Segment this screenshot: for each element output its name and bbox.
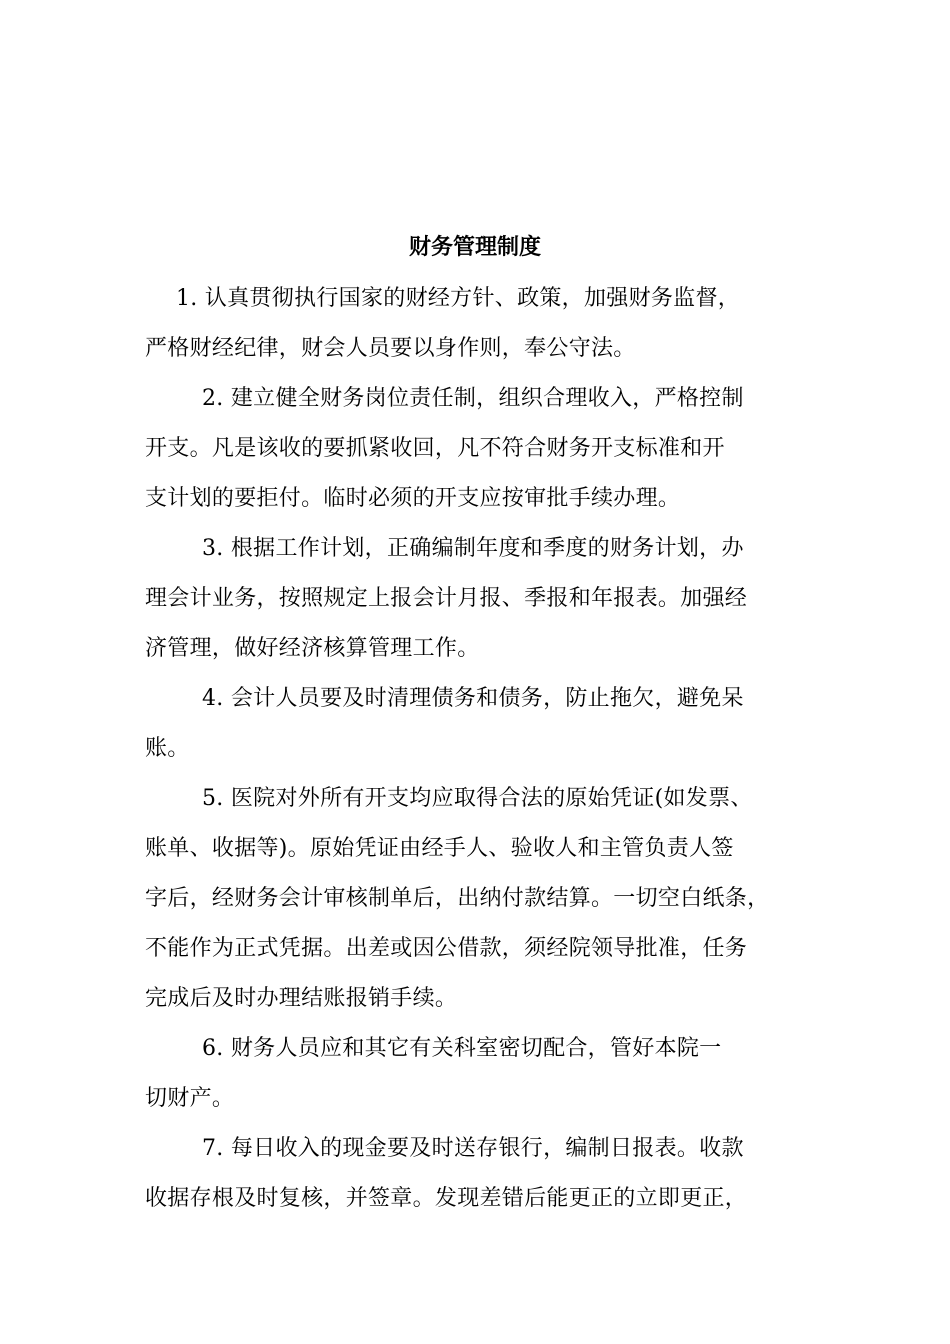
paragraph-3-line-1: 3. 根据工作计划，正确编制年度和季度的财务计划，办 [202, 536, 744, 561]
paragraph-7-line-1: 7. 每日收入的现金要及时送存银行，编制日报表。收款 [202, 1136, 744, 1161]
paragraph-1-line-2: 严格财经纪律，财会人员要以身作则，奉公守法。 [145, 336, 636, 361]
paragraph-5-line-2: 账单、收据等)。原始凭证由经手人、验收人和主管负责人签 [145, 836, 734, 861]
paragraph-1-line-1: 1. 认真贯彻执行国家的财经方针、政策，加强财务监督， [176, 286, 741, 311]
paragraph-5-line-1: 5. 医院对外所有开支均应取得合法的原始凭证(如发票、 [202, 786, 753, 811]
paragraph-5-line-5: 完成后及时办理结账报销手续。 [145, 986, 458, 1011]
paragraph-7-line-2: 收据存根及时复核，并签章。发现差错后能更正的立即更正， [145, 1186, 748, 1211]
paragraph-3-line-3: 济管理，做好经济核算管理工作。 [145, 636, 480, 661]
paragraph-3-line-2: 理会计业务，按照规定上报会计月报、季报和年报表。加强经 [145, 586, 748, 611]
paragraph-2-line-2: 开支。凡是该收的要抓紧收回，凡不符合财务开支标准和开 [145, 436, 725, 461]
paragraph-6-line-2: 切财产。 [145, 1086, 235, 1111]
paragraph-6-line-1: 6. 财务人员应和其它有关科室密切配合，管好本院一 [202, 1036, 722, 1061]
paragraph-4-line-2: 账。 [145, 736, 190, 761]
paragraph-2-line-1: 2. 建立健全财务岗位责任制，组织合理收入，严格控制 [202, 386, 744, 411]
paragraph-5-line-4: 不能作为正式凭据。出差或因公借款，须经院领导批准，任务 [145, 936, 748, 961]
paragraph-5-line-3: 字后，经财务会计审核制单后，出纳付款结算。一切空白纸条， [145, 886, 770, 911]
paragraph-4-line-1: 4. 会计人员要及时清理债务和债务，防止拖欠，避免呆 [202, 686, 744, 711]
paragraph-2-line-3: 支计划的要拒付。临时必须的开支应按审批手续办理。 [145, 486, 681, 511]
document-title: 财务管理制度 [408, 235, 541, 260]
